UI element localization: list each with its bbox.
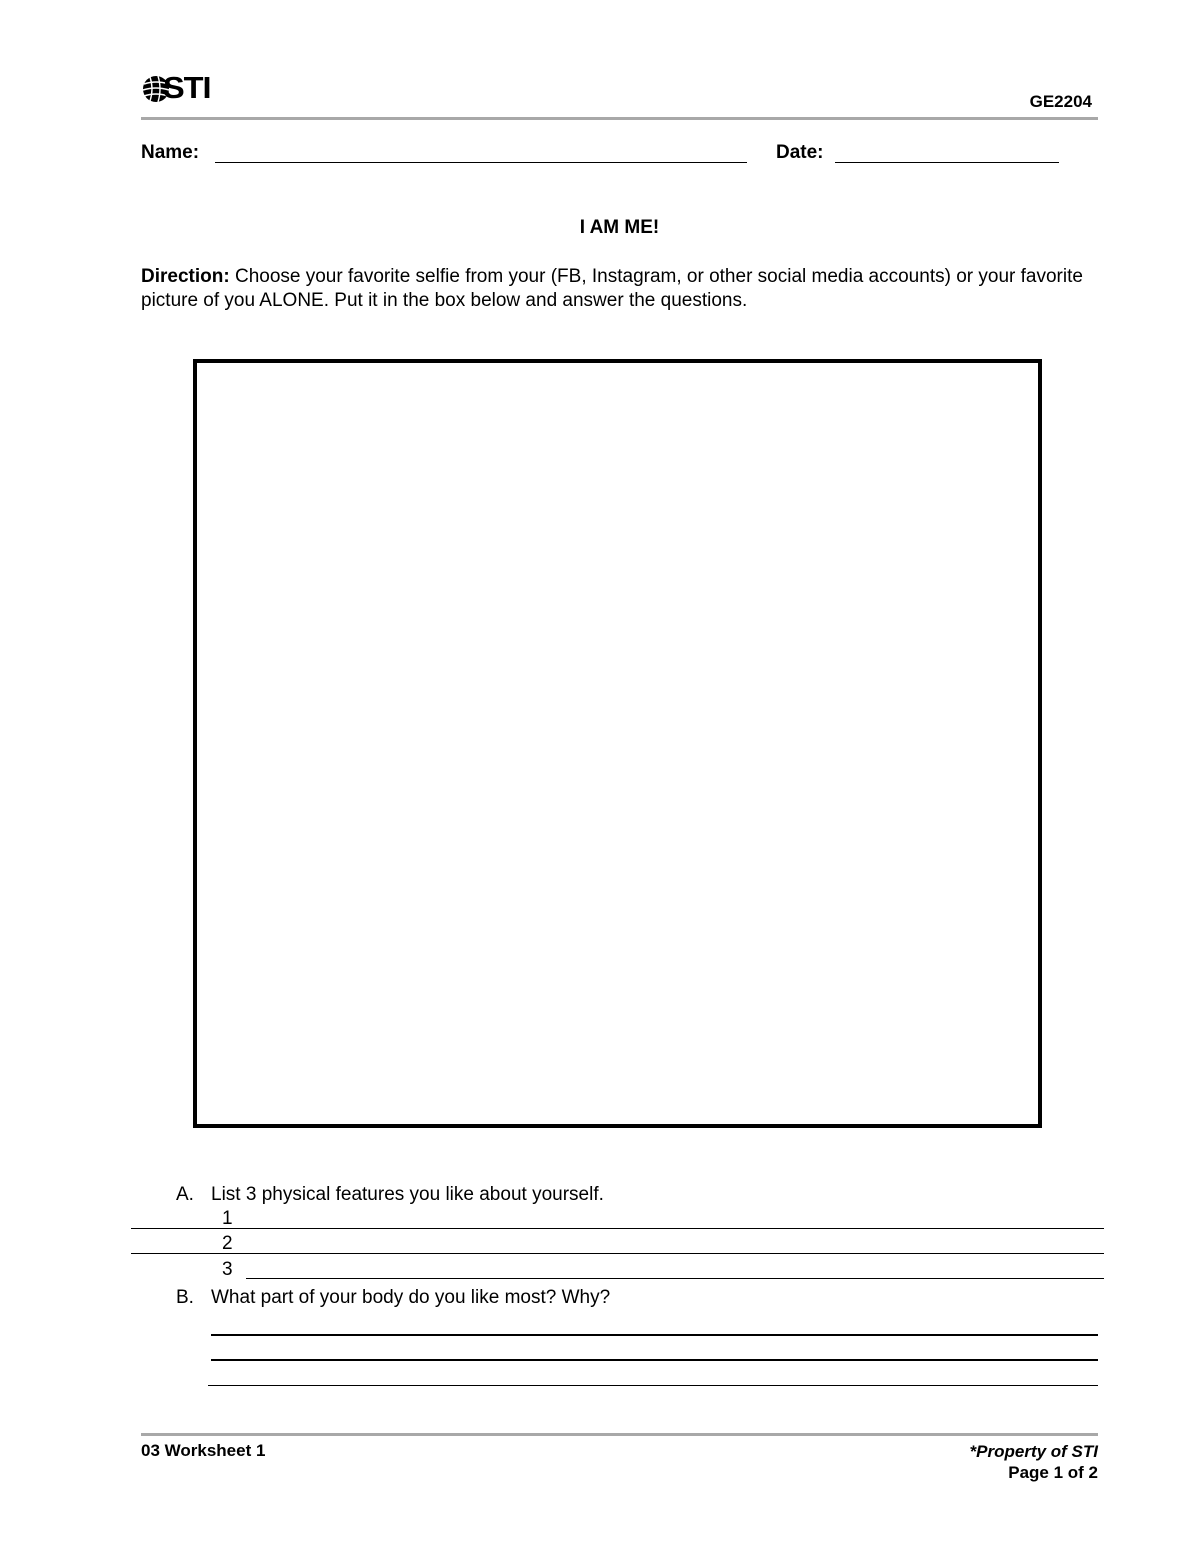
answer-b-line-2[interactable] [211, 1359, 1098, 1361]
property-notice: *Property of STI [969, 1442, 1098, 1461]
name-field-line[interactable] [215, 162, 747, 163]
footer-worksheet-label: 03 Worksheet 1 [141, 1441, 266, 1460]
sti-logo [141, 70, 221, 110]
logo-wordmark: STI [163, 70, 211, 105]
direction-paragraph [141, 265, 1101, 313]
answer-a-number-3: 3 [222, 1259, 233, 1280]
course-code: GE2204 [1029, 92, 1092, 111]
question-b-letter: B. [176, 1287, 194, 1308]
footer-divider [141, 1433, 1098, 1436]
direction-label: Direction: [141, 266, 230, 287]
question-b-text: What part of your body do you like most? Why? [211, 1287, 611, 1308]
answer-a-line-2[interactable] [131, 1253, 1104, 1254]
answer-a-line-3[interactable] [246, 1278, 1104, 1279]
answer-a-number-2: 2 [222, 1233, 233, 1254]
page-number: Page 1 of 2 [1008, 1463, 1098, 1482]
answer-b-line-1[interactable] [211, 1334, 1098, 1336]
question-a-letter: A. [176, 1184, 194, 1205]
name-label: Name: [141, 142, 200, 163]
answer-a-number-1: 1 [222, 1208, 233, 1229]
footer-right [970, 1441, 1098, 1483]
question-a-text: List 3 physical features you like about yourself. [211, 1184, 604, 1205]
date-label: Date: [776, 142, 824, 163]
answer-b-line-3[interactable] [208, 1385, 1098, 1386]
photo-box[interactable] [193, 359, 1042, 1128]
answer-a-line-1[interactable] [131, 1228, 1104, 1229]
date-field-line[interactable] [835, 162, 1059, 163]
header-divider [141, 117, 1098, 120]
worksheet-title: I AM ME! [579, 217, 660, 238]
direction-text: Choose your favorite selfie from your (FB, Instagram, or other social media accounts) or your favorite picture of you ALONE. Put it in the box below and answer the questions. [141, 266, 1083, 311]
